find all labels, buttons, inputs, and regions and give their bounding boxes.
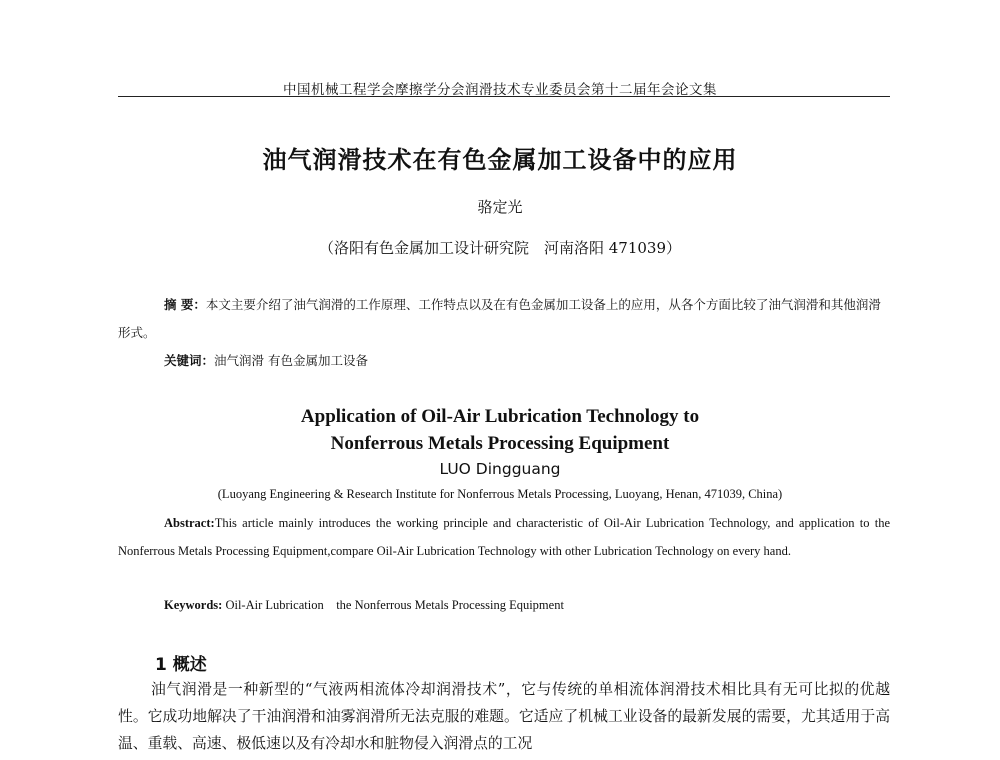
header-rule: [118, 96, 890, 97]
title-en-line-1: Application of Oil-Air Lubrication Technology to: [300, 406, 700, 427]
abstract-label-en: Abstract:: [164, 516, 215, 530]
paper-title-cn: 油气润滑技术在有色金属加工设备中的应用: [262, 146, 738, 174]
author-name-cn: 骆定光: [477, 198, 523, 216]
author-name-en: LUO Dingguang: [439, 460, 561, 478]
affiliation-en: (Luoyang Engineering & Research Institute for Nonferrous Metals Processing, Luoyang, Henan, 471039, China): [217, 487, 783, 501]
keywords-label-cn: 关键词：: [164, 353, 215, 368]
abstract-cn: [118, 291, 890, 347]
abstract-label-cn: 摘 要：: [164, 297, 206, 312]
keywords-cn: [118, 347, 936, 375]
body-paragraph: 油气润滑是一种新型的“气液两相流体冷却润滑技术”，它与传统的单相流体润滑技术相比具有无可比拟的优越性。它成功地解决了干油润滑和油雾润滑所无法克服的难题。它适应了机械工业设备的最新发展的需要，尤其适用于高温、重载、高速、极低速以及有冷却水和脏物侵入润滑点的工况: [118, 681, 890, 752]
paper-title-en: [0, 403, 1000, 457]
running-head: 中国机械工程学会摩擦学分会润滑技术专业委员会第十二届年会论文集: [283, 82, 717, 98]
abstract-text-en: This article mainly introduces the working principle and characteristic of Oil-Air Lubrication Technology, and application to the Nonferrous Metals Processing Equipment,compare Oil-Air Lubrication Technology with other Lubrication Technology on every hand.: [118, 516, 890, 558]
keywords-text-cn: 油气润滑 有色金属加工设备: [214, 353, 368, 368]
keywords-label-en: Keywords:: [164, 598, 223, 612]
keywords-en: [164, 595, 890, 613]
affiliation-cn: （洛阳有色金属加工设计研究院 河南洛阳 471039）: [318, 239, 682, 257]
keywords-text-en: Oil-Air Lubrication the Nonferrous Metals Processing Equipment: [222, 598, 564, 612]
abstract-en: [118, 509, 890, 565]
section-heading: 1 概述: [155, 655, 207, 675]
title-en-line-2: Nonferrous Metals Processing Equipment: [330, 433, 670, 454]
abstract-text-cn: 本文主要介绍了油气润滑的工作原理、工作特点以及在有色金属加工设备上的应用，从各个方面比较了油气润滑和其他润滑形式。: [118, 297, 881, 340]
